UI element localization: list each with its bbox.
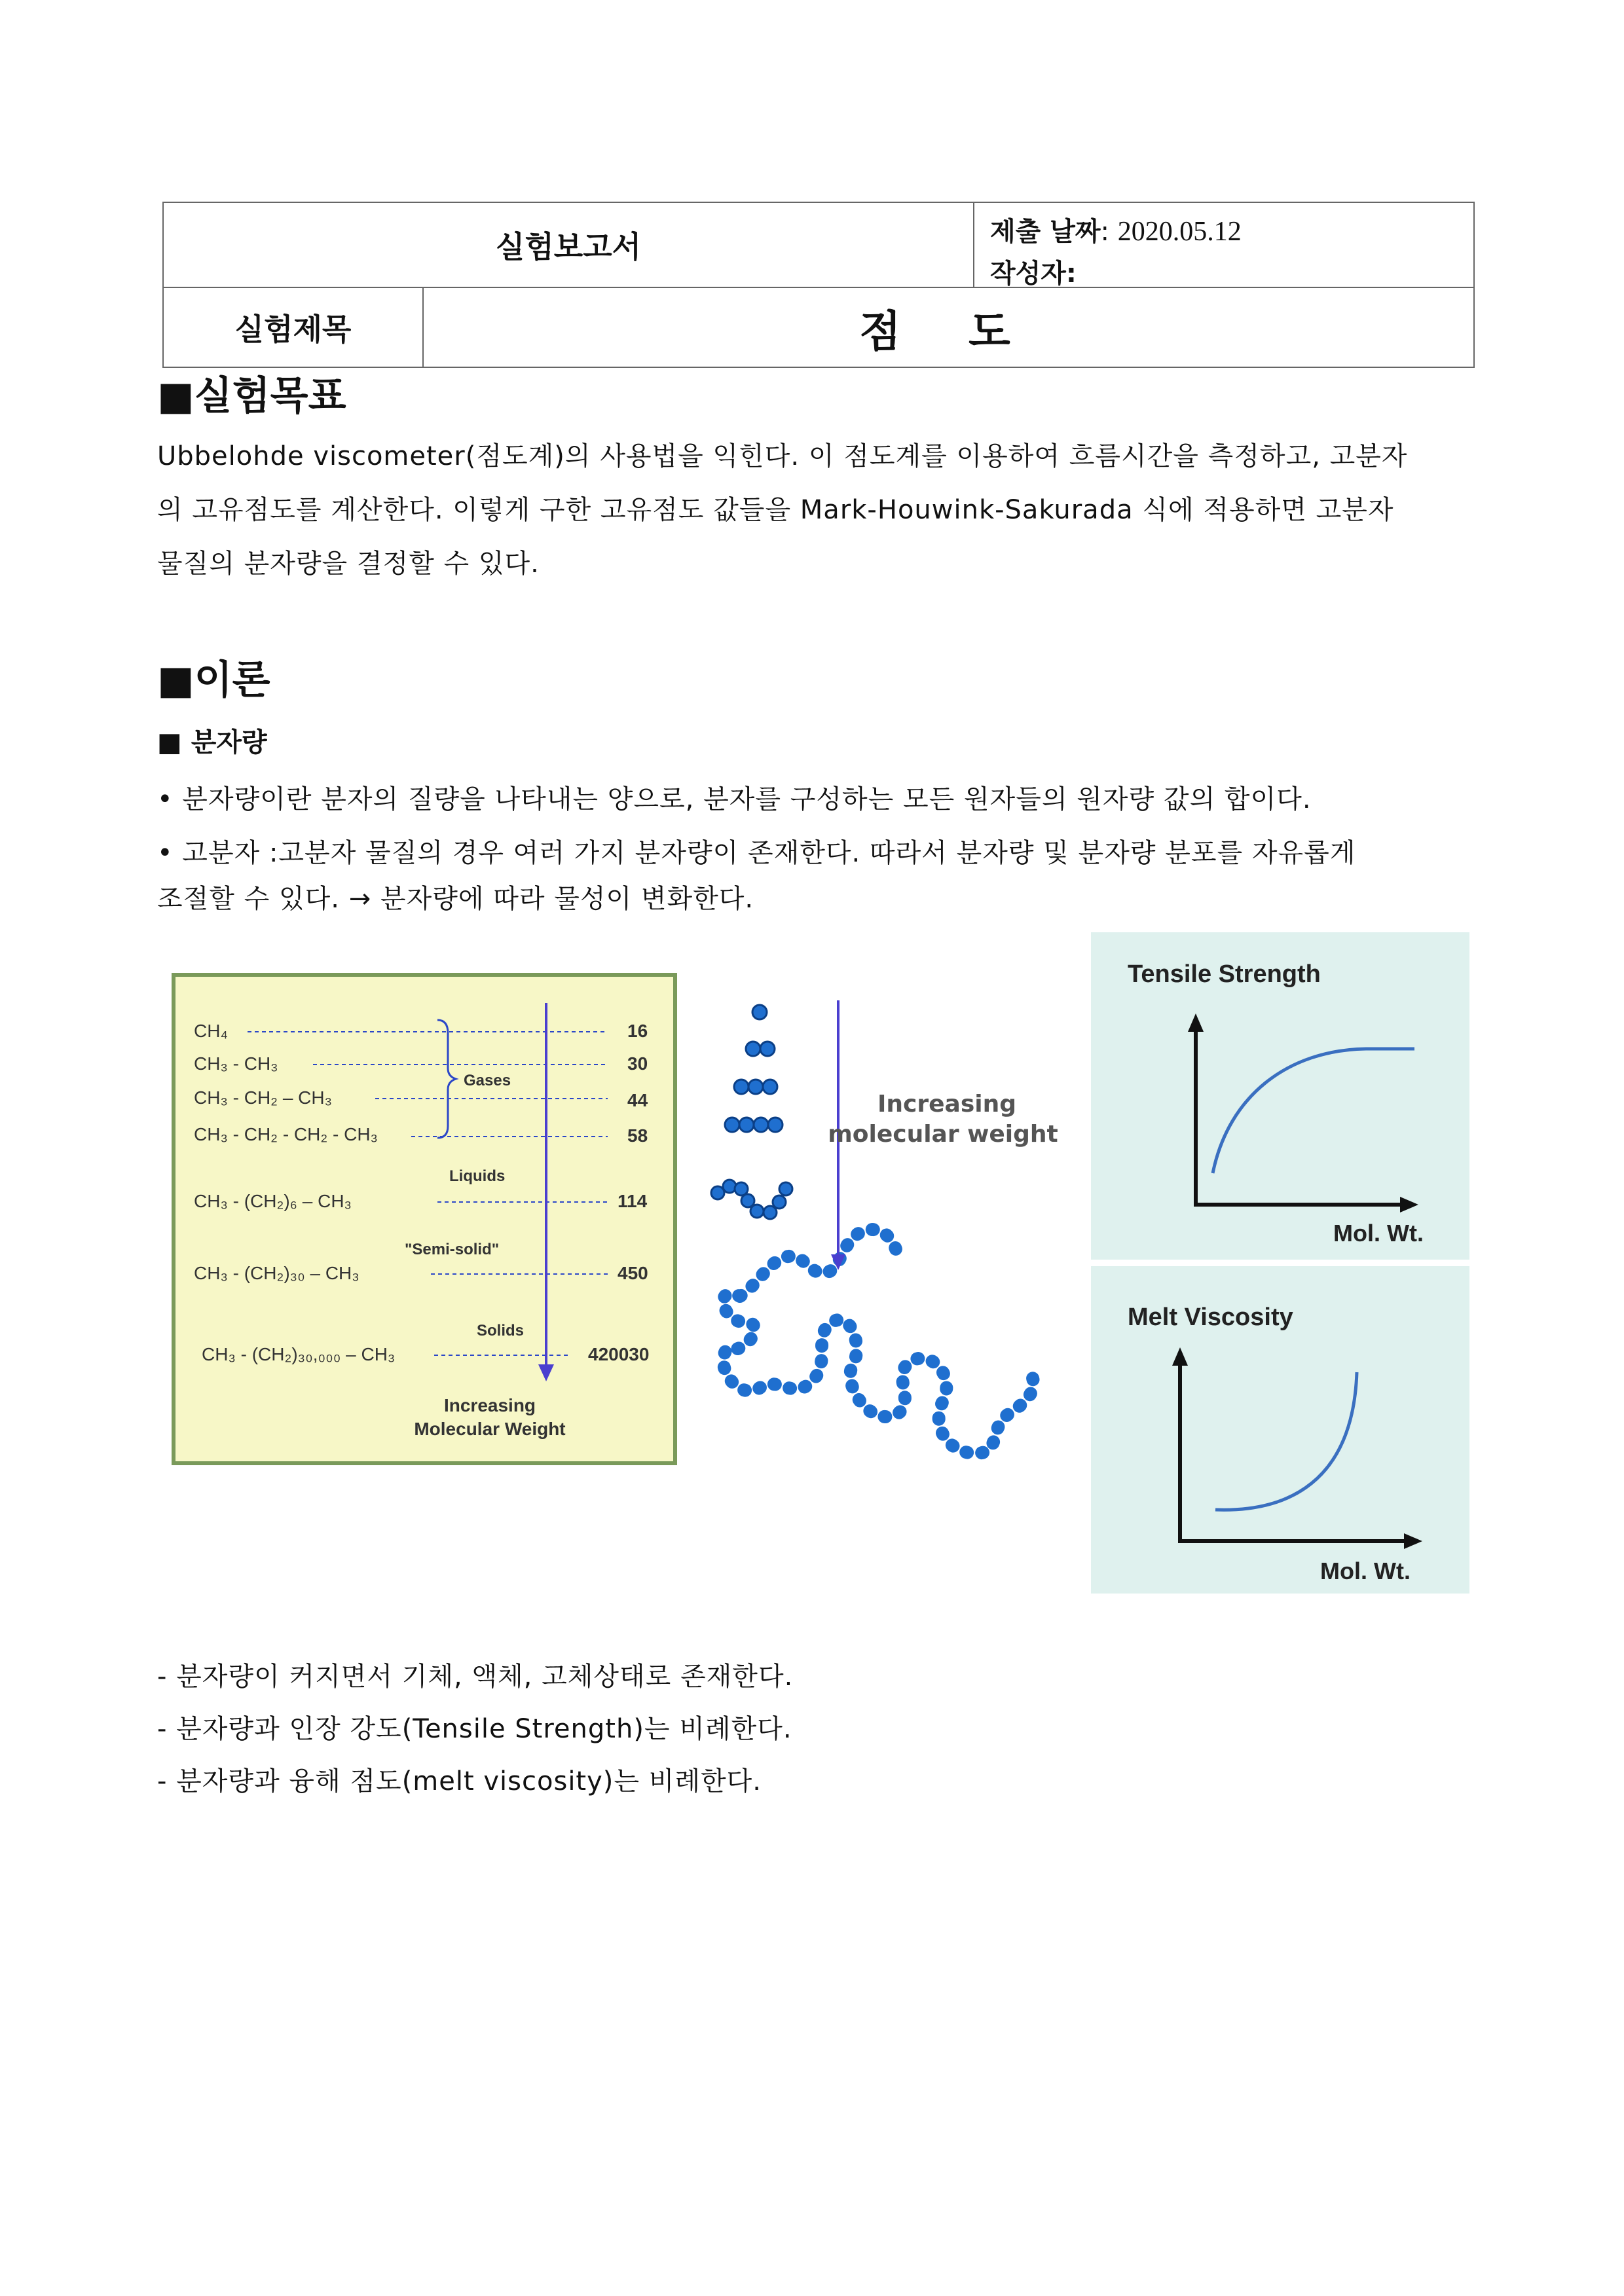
formula-row-2: CH₃ - CH₃ bbox=[194, 1053, 278, 1074]
tensile-xlabel: Mol. Wt. bbox=[1333, 1220, 1424, 1247]
melt-y-arrow bbox=[1172, 1347, 1188, 1366]
theory-heading: ■이론 bbox=[157, 657, 270, 703]
tensile-curve bbox=[1213, 1049, 1414, 1173]
conclusion-2: - 분자량과 인장 강도(Tensile Strength)는 비례한다. bbox=[157, 1714, 792, 1744]
objective-line-2: 의 고유점도를 계산한다. 이렇게 구한 고유점도 값들을 Mark-Houwink-Sakurada 식에 적용하면 고분자 bbox=[157, 495, 1394, 525]
value-row-2: 30 bbox=[627, 1053, 648, 1074]
bead bbox=[779, 1182, 792, 1195]
molecular-weight-subheading: ■ 분자량 bbox=[157, 727, 267, 757]
objective-line-3: 물질의 분자량을 결정할 수 있다. bbox=[157, 549, 540, 579]
bullet-polymer-line-2: 조절할 수 있다. → 분자량에 따라 물성이 변화한다. bbox=[157, 884, 754, 914]
molecular-weight-svg bbox=[175, 977, 673, 1461]
conclusion-1: - 분자량이 커지면서 기체, 액체, 고체상태로 존재한다. bbox=[157, 1662, 794, 1692]
bead bbox=[725, 1118, 739, 1132]
arrow-label-1: Increasing bbox=[443, 1395, 536, 1415]
tensile-title: Tensile Strength bbox=[1128, 960, 1321, 988]
chain-svg bbox=[701, 982, 1067, 1506]
bead bbox=[760, 1042, 775, 1056]
value-row-6: 450 bbox=[618, 1263, 648, 1283]
value-row-1: 16 bbox=[627, 1021, 648, 1041]
submit-date-value: 2020.05.12 bbox=[1117, 217, 1242, 247]
objective-paragraph bbox=[157, 429, 1475, 591]
melt-viscosity-svg bbox=[1091, 1266, 1469, 1594]
bead bbox=[763, 1080, 777, 1094]
tensile-x-arrow bbox=[1400, 1197, 1418, 1212]
bead bbox=[746, 1042, 760, 1056]
submit-date-colon: : bbox=[1100, 217, 1109, 247]
author-label: 작성자: bbox=[990, 259, 1077, 289]
submit-date-label: 제출 날짜 bbox=[990, 217, 1101, 247]
state-semisolid: "Semi-solid" bbox=[405, 1241, 500, 1258]
formula-row-3: CH₃ - CH₂ – CH₃ bbox=[194, 1087, 333, 1108]
bead bbox=[748, 1080, 763, 1094]
value-row-7: 420030 bbox=[588, 1344, 650, 1364]
formula-row-1: CH₄ bbox=[194, 1021, 228, 1041]
formula-row-7: CH₃ - (CH₂)₃₀,₀₀₀ – CH₃ bbox=[202, 1344, 396, 1364]
formula-row-5: CH₃ - (CH₂)₆ – CH₃ bbox=[194, 1191, 352, 1211]
state-gases: Gases bbox=[464, 1072, 511, 1089]
melt-x-arrow bbox=[1404, 1533, 1422, 1549]
submit-date-line bbox=[990, 211, 1473, 253]
long-chain bbox=[724, 1230, 1034, 1453]
increasing-arrow-head bbox=[538, 1364, 554, 1381]
bullet-polymer-line-1: • 고분자 :고분자 물질의 경우 여러 가지 분자량이 존재한다. 따라서 분자량 및 분자량 분포를 자유롭게 bbox=[157, 838, 1356, 868]
bead bbox=[739, 1118, 754, 1132]
melt-xlabel: Mol. Wt. bbox=[1320, 1558, 1411, 1584]
melt-title: Melt Viscosity bbox=[1128, 1303, 1293, 1331]
conclusion-3: - 분자량과 융해 점도(melt viscosity)는 비례한다. bbox=[157, 1766, 762, 1796]
bead bbox=[750, 1205, 764, 1218]
bead-groups bbox=[711, 1005, 792, 1219]
bead bbox=[752, 1005, 767, 1019]
bead bbox=[734, 1080, 748, 1094]
header-row-1 bbox=[164, 203, 1473, 288]
bead bbox=[773, 1195, 786, 1209]
chain-label-1: Increasing bbox=[877, 1091, 1016, 1118]
subject-label: 실험제목 bbox=[164, 287, 424, 368]
melt-curve bbox=[1215, 1372, 1357, 1510]
objective-heading: ■실험목표 bbox=[157, 373, 346, 419]
report-meta bbox=[973, 203, 1473, 287]
report-title: 실험보고서 bbox=[164, 203, 974, 287]
chain-label-2: molecular weight bbox=[828, 1121, 1058, 1148]
tensile-y-arrow bbox=[1188, 1013, 1204, 1032]
subject-value: 점 도 bbox=[859, 306, 1037, 357]
bead bbox=[768, 1118, 783, 1132]
chain-figure bbox=[701, 982, 1067, 1506]
value-row-3: 44 bbox=[627, 1090, 648, 1110]
molecular-weight-figure bbox=[172, 973, 677, 1465]
report-header-table bbox=[162, 202, 1475, 368]
value-row-4: 58 bbox=[627, 1125, 648, 1146]
gases-brace bbox=[437, 1020, 456, 1138]
bullet-definition: • 분자량이란 분자의 질량을 나타내는 양으로, 분자를 구성하는 모든 원자들의 원자량 값의 합이다. bbox=[157, 784, 1312, 814]
header-row-2 bbox=[164, 287, 1473, 368]
formula-row-6: CH₃ - (CH₂)₃₀ – CH₃ bbox=[194, 1263, 360, 1283]
arrow-label-2: Molecular Weight bbox=[414, 1419, 566, 1439]
tensile-strength-svg bbox=[1091, 932, 1469, 1260]
melt-viscosity-panel bbox=[1091, 1266, 1469, 1594]
objective-line-1: Ubbelohde viscometer(점도계)의 사용법을 익힌다. 이 점도계를 이용하여 흐름시간을 측정하고, 고분자 bbox=[157, 441, 1408, 471]
bead bbox=[754, 1118, 768, 1132]
state-solids: Solids bbox=[477, 1322, 525, 1339]
value-row-5: 114 bbox=[618, 1191, 648, 1211]
formula-row-4: CH₃ - CH₂ - CH₂ - CH₃ bbox=[194, 1124, 378, 1144]
state-liquids: Liquids bbox=[449, 1167, 506, 1185]
tensile-strength-panel bbox=[1091, 932, 1469, 1260]
